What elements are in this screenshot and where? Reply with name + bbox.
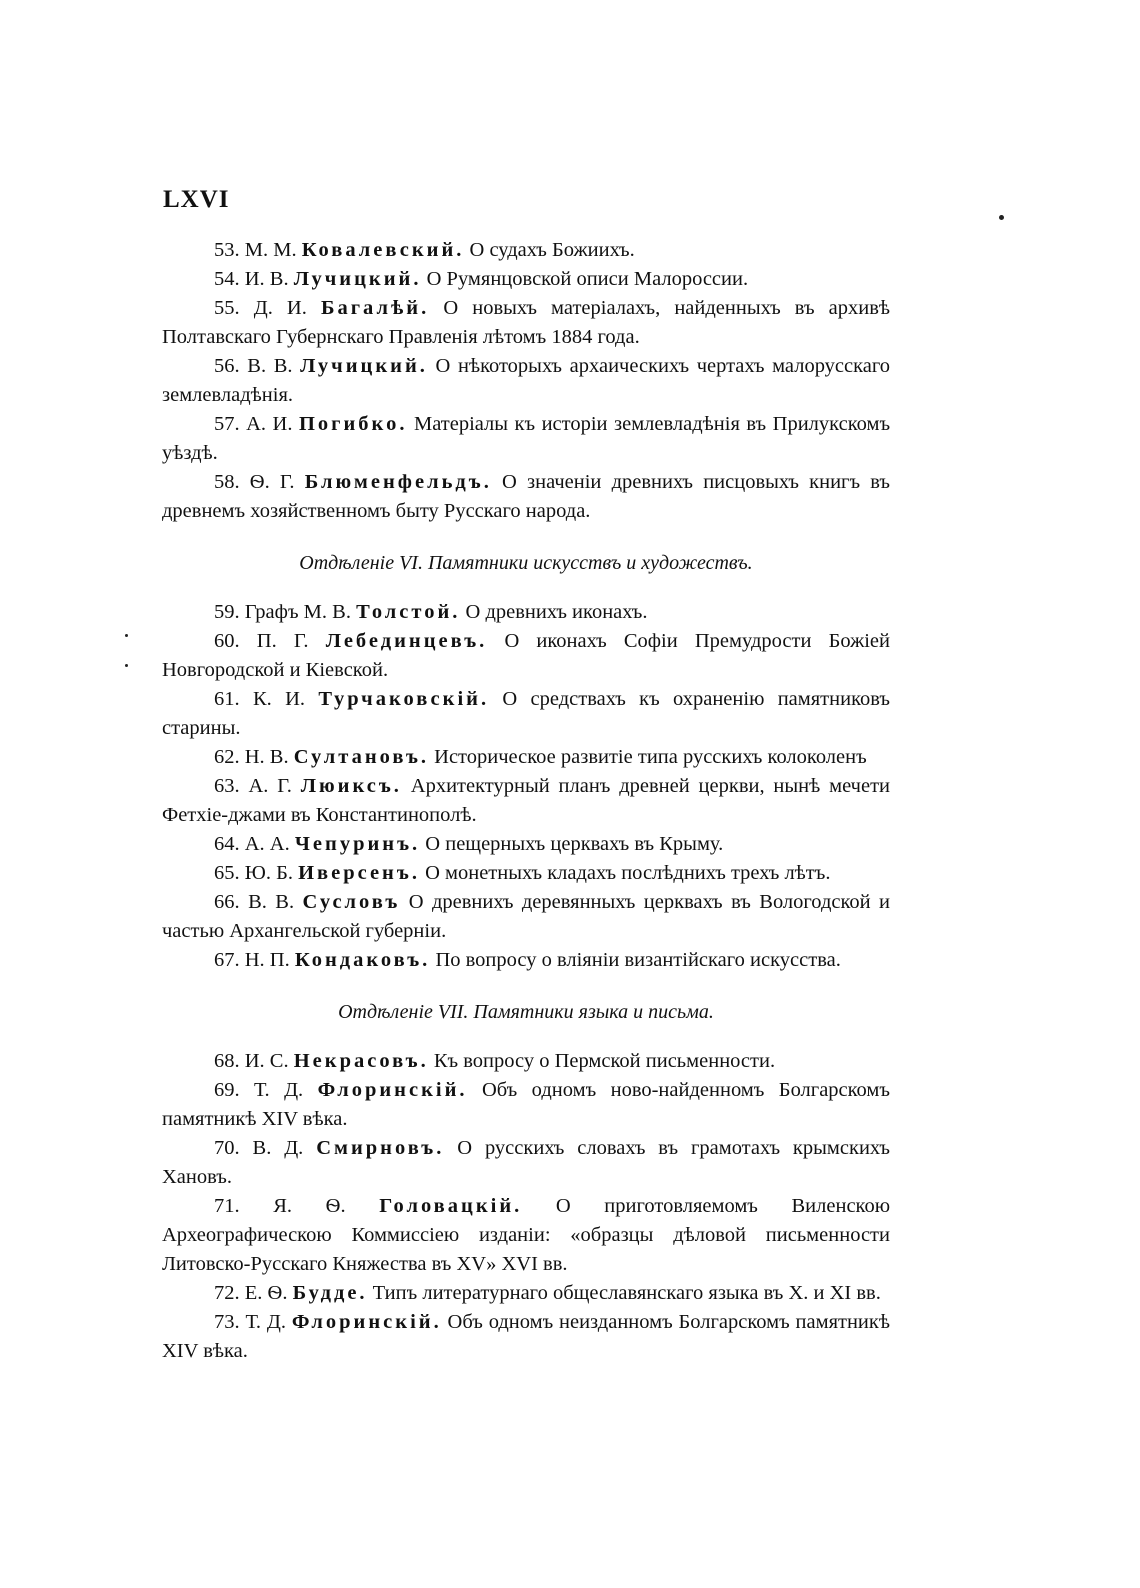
entries-list: [162, 236, 890, 1366]
entry-number: 61.: [214, 688, 240, 710]
entry-title: О иконахъ Софіи Премудрости Божіей Новгородской и Кіевской.: [162, 630, 891, 681]
entry-initials: Графъ М. В.: [244, 601, 351, 623]
scan-speck: [125, 634, 128, 637]
entry-number: 73.: [214, 1311, 240, 1333]
entry-number: 55.: [214, 297, 240, 319]
entry-author: Багалѣй.: [320, 297, 430, 319]
entry-title: О значеніи древнихъ писцовыхъ книгъ въ древнемъ хозяйственномъ быту Русскаго народа.: [162, 471, 891, 522]
entry-item: [162, 352, 890, 410]
entry-author: Лебединцевъ.: [325, 630, 488, 652]
entry-initials: А. А.: [244, 833, 290, 855]
entry-initials: Ѳ. Г.: [249, 471, 295, 493]
entry-item: [162, 294, 890, 352]
entry-author: Люиксъ.: [300, 775, 402, 797]
entry-item: [162, 946, 890, 975]
entry-item: [162, 772, 890, 830]
entry-author: Кондаковъ.: [294, 949, 431, 971]
entry-title: Матеріалы къ исторіи землевладѣнія въ Прилукскомъ уѣздѣ.: [162, 413, 891, 464]
entry-item: [162, 265, 890, 294]
entry-number: 60.: [214, 630, 240, 652]
entry-title: Архитектурный планъ древней церкви, нынѣ мечети Фетхіе-джами въ Константинополѣ.: [162, 775, 890, 826]
scan-speck: [999, 215, 1004, 220]
entry-initials: Т. Д.: [254, 1079, 304, 1101]
entry-author: Иверсенъ.: [298, 862, 420, 884]
entry-initials: Т. Д.: [245, 1311, 286, 1333]
entry-title: О нѣкоторыхъ архаическихъ чертахъ малорусскаго землевладѣнія.: [162, 355, 891, 406]
entry-title: О Румянцовской описи Малороссии.: [426, 268, 749, 290]
entry-title: О древнихъ иконахъ.: [465, 601, 648, 623]
entry-item: [162, 468, 890, 526]
entry-title: О монетныхъ кладахъ послѣднихъ трехъ лѣтъ.: [425, 862, 831, 884]
entry-initials: В. В.: [247, 355, 293, 377]
entry-item: [162, 1192, 890, 1279]
entry-item: [162, 830, 890, 859]
entry-initials: Н. П.: [244, 949, 290, 971]
entry-initials: К. И.: [252, 688, 306, 710]
entry-title: Объ одномъ неизданномъ Болгарскомъ памятникѣ XIV вѣка.: [162, 1311, 890, 1362]
entry-initials: П. Г.: [256, 630, 309, 652]
page-number: LXVI: [163, 186, 230, 213]
section-heading: Отдѣленіе VI. Памятники искусствъ и художествъ.: [299, 552, 753, 574]
entry-number: 53.: [214, 239, 240, 261]
entry-initials: А. Г.: [248, 775, 292, 797]
entry-title: О приготовляемомъ Виленскою Археографическою Коммиссіею изданіи: «образцы дѣловой письменности Литовско-Русскаго Княжества въ XV» XVI вв.: [162, 1195, 891, 1275]
entry-number: 57.: [214, 413, 240, 435]
entry-number: 64.: [214, 833, 240, 855]
entry-title: Типъ литературнаго общеславянскаго языка въ X. и XI вв.: [372, 1282, 881, 1304]
entry-title: О судахъ Божиихъ.: [469, 239, 635, 261]
entry-title: О средствахъ къ охраненію памятниковъ старины.: [162, 688, 891, 739]
entry-number: 68.: [214, 1050, 240, 1072]
scan-speck: [125, 664, 128, 667]
entry-author: Флоринскій.: [317, 1079, 468, 1101]
entry-title: О русскихъ словахъ въ грамотахъ крымскихъ Хановъ.: [162, 1137, 890, 1188]
entry-initials: В. В.: [248, 891, 295, 913]
entry-number: 54.: [214, 268, 240, 290]
entry-author: Чепуринъ.: [294, 833, 421, 855]
entry-title: О новыхъ матеріалахъ, найденныхъ въ архивѣ Полтавскаго Губернскаго Правленія лѣтомъ 1884 года.: [162, 297, 891, 348]
entry-number: 70.: [214, 1137, 240, 1159]
entry-title: О древнихъ деревянныхъ церквахъ въ Вологодской и частью Архангельской губерніи.: [162, 891, 891, 942]
entry-item: [162, 1279, 890, 1308]
entry-author: Флоринскій.: [291, 1311, 442, 1333]
entry-number: 67.: [214, 949, 240, 971]
entry-number: 65.: [214, 862, 240, 884]
entry-number: 56.: [214, 355, 240, 377]
entry-initials: Д. И.: [253, 297, 307, 319]
entry-initials: Е. Ѳ.: [244, 1282, 288, 1304]
entry-author: Блюменфельдъ.: [304, 471, 492, 493]
entry-item: [162, 743, 890, 772]
entry-number: 72.: [214, 1282, 240, 1304]
entry-item: [162, 888, 890, 946]
entry-author: Ковалевский.: [301, 239, 465, 261]
entry-item: [162, 1134, 890, 1192]
entry-author: Сусловъ: [302, 891, 401, 913]
entry-initials: А. И.: [246, 413, 293, 435]
entry-number: 66.: [214, 891, 240, 913]
entry-number: 62.: [214, 746, 240, 768]
entry-initials: Я. Ѳ.: [273, 1195, 346, 1217]
entry-title: О пещерныхъ церквахъ въ Крыму.: [425, 833, 724, 855]
entry-number: 71.: [214, 1195, 240, 1217]
entry-item: [162, 1308, 890, 1366]
entry-title: Историческое развитіе типа русскихъ колоколенъ: [434, 746, 867, 768]
entry-item: [162, 236, 890, 265]
section-heading: Отдѣленіе VII. Памятники языка и письма.: [338, 1001, 714, 1023]
entry-item: [162, 627, 890, 685]
entry-initials: И. С.: [244, 1050, 289, 1072]
entry-author: Лучицкий.: [293, 268, 422, 290]
entry-author: Султановъ.: [293, 746, 430, 768]
entry-number: 69.: [214, 1079, 240, 1101]
entry-item: [162, 1047, 890, 1076]
entry-initials: Ю. Б.: [244, 862, 293, 884]
entry-author: Некрасовъ.: [293, 1050, 429, 1072]
entry-title: Объ одномъ ново-найденномъ Болгарскомъ памятникѣ XIV вѣка.: [162, 1079, 890, 1130]
entry-author: Смирновъ.: [316, 1137, 445, 1159]
entry-author: Лучицкий.: [300, 355, 428, 377]
entry-item: [162, 1076, 890, 1134]
entry-number: 63.: [214, 775, 240, 797]
entry-item: [162, 598, 890, 627]
entry-initials: Н. В.: [244, 746, 289, 768]
entry-item: [162, 410, 890, 468]
entry-title: Къ вопросу о Пермской письменности.: [433, 1050, 776, 1072]
entry-initials: В. Д.: [252, 1137, 304, 1159]
entry-item: [162, 859, 890, 888]
entry-author: Турчаковскій.: [318, 688, 490, 710]
entry-author: Будде.: [292, 1282, 368, 1304]
entry-author: Погибко.: [298, 413, 408, 435]
entry-number: 58.: [214, 471, 240, 493]
entry-author: Головацкій.: [379, 1195, 523, 1217]
entry-item: [162, 685, 890, 743]
entry-number: 59.: [214, 601, 240, 623]
entry-author: Толстой.: [356, 601, 461, 623]
entry-title: По вопросу о вліяніи византійскаго искусства.: [435, 949, 841, 971]
entry-initials: И. В.: [244, 268, 289, 290]
entry-initials: М. М.: [244, 239, 297, 261]
